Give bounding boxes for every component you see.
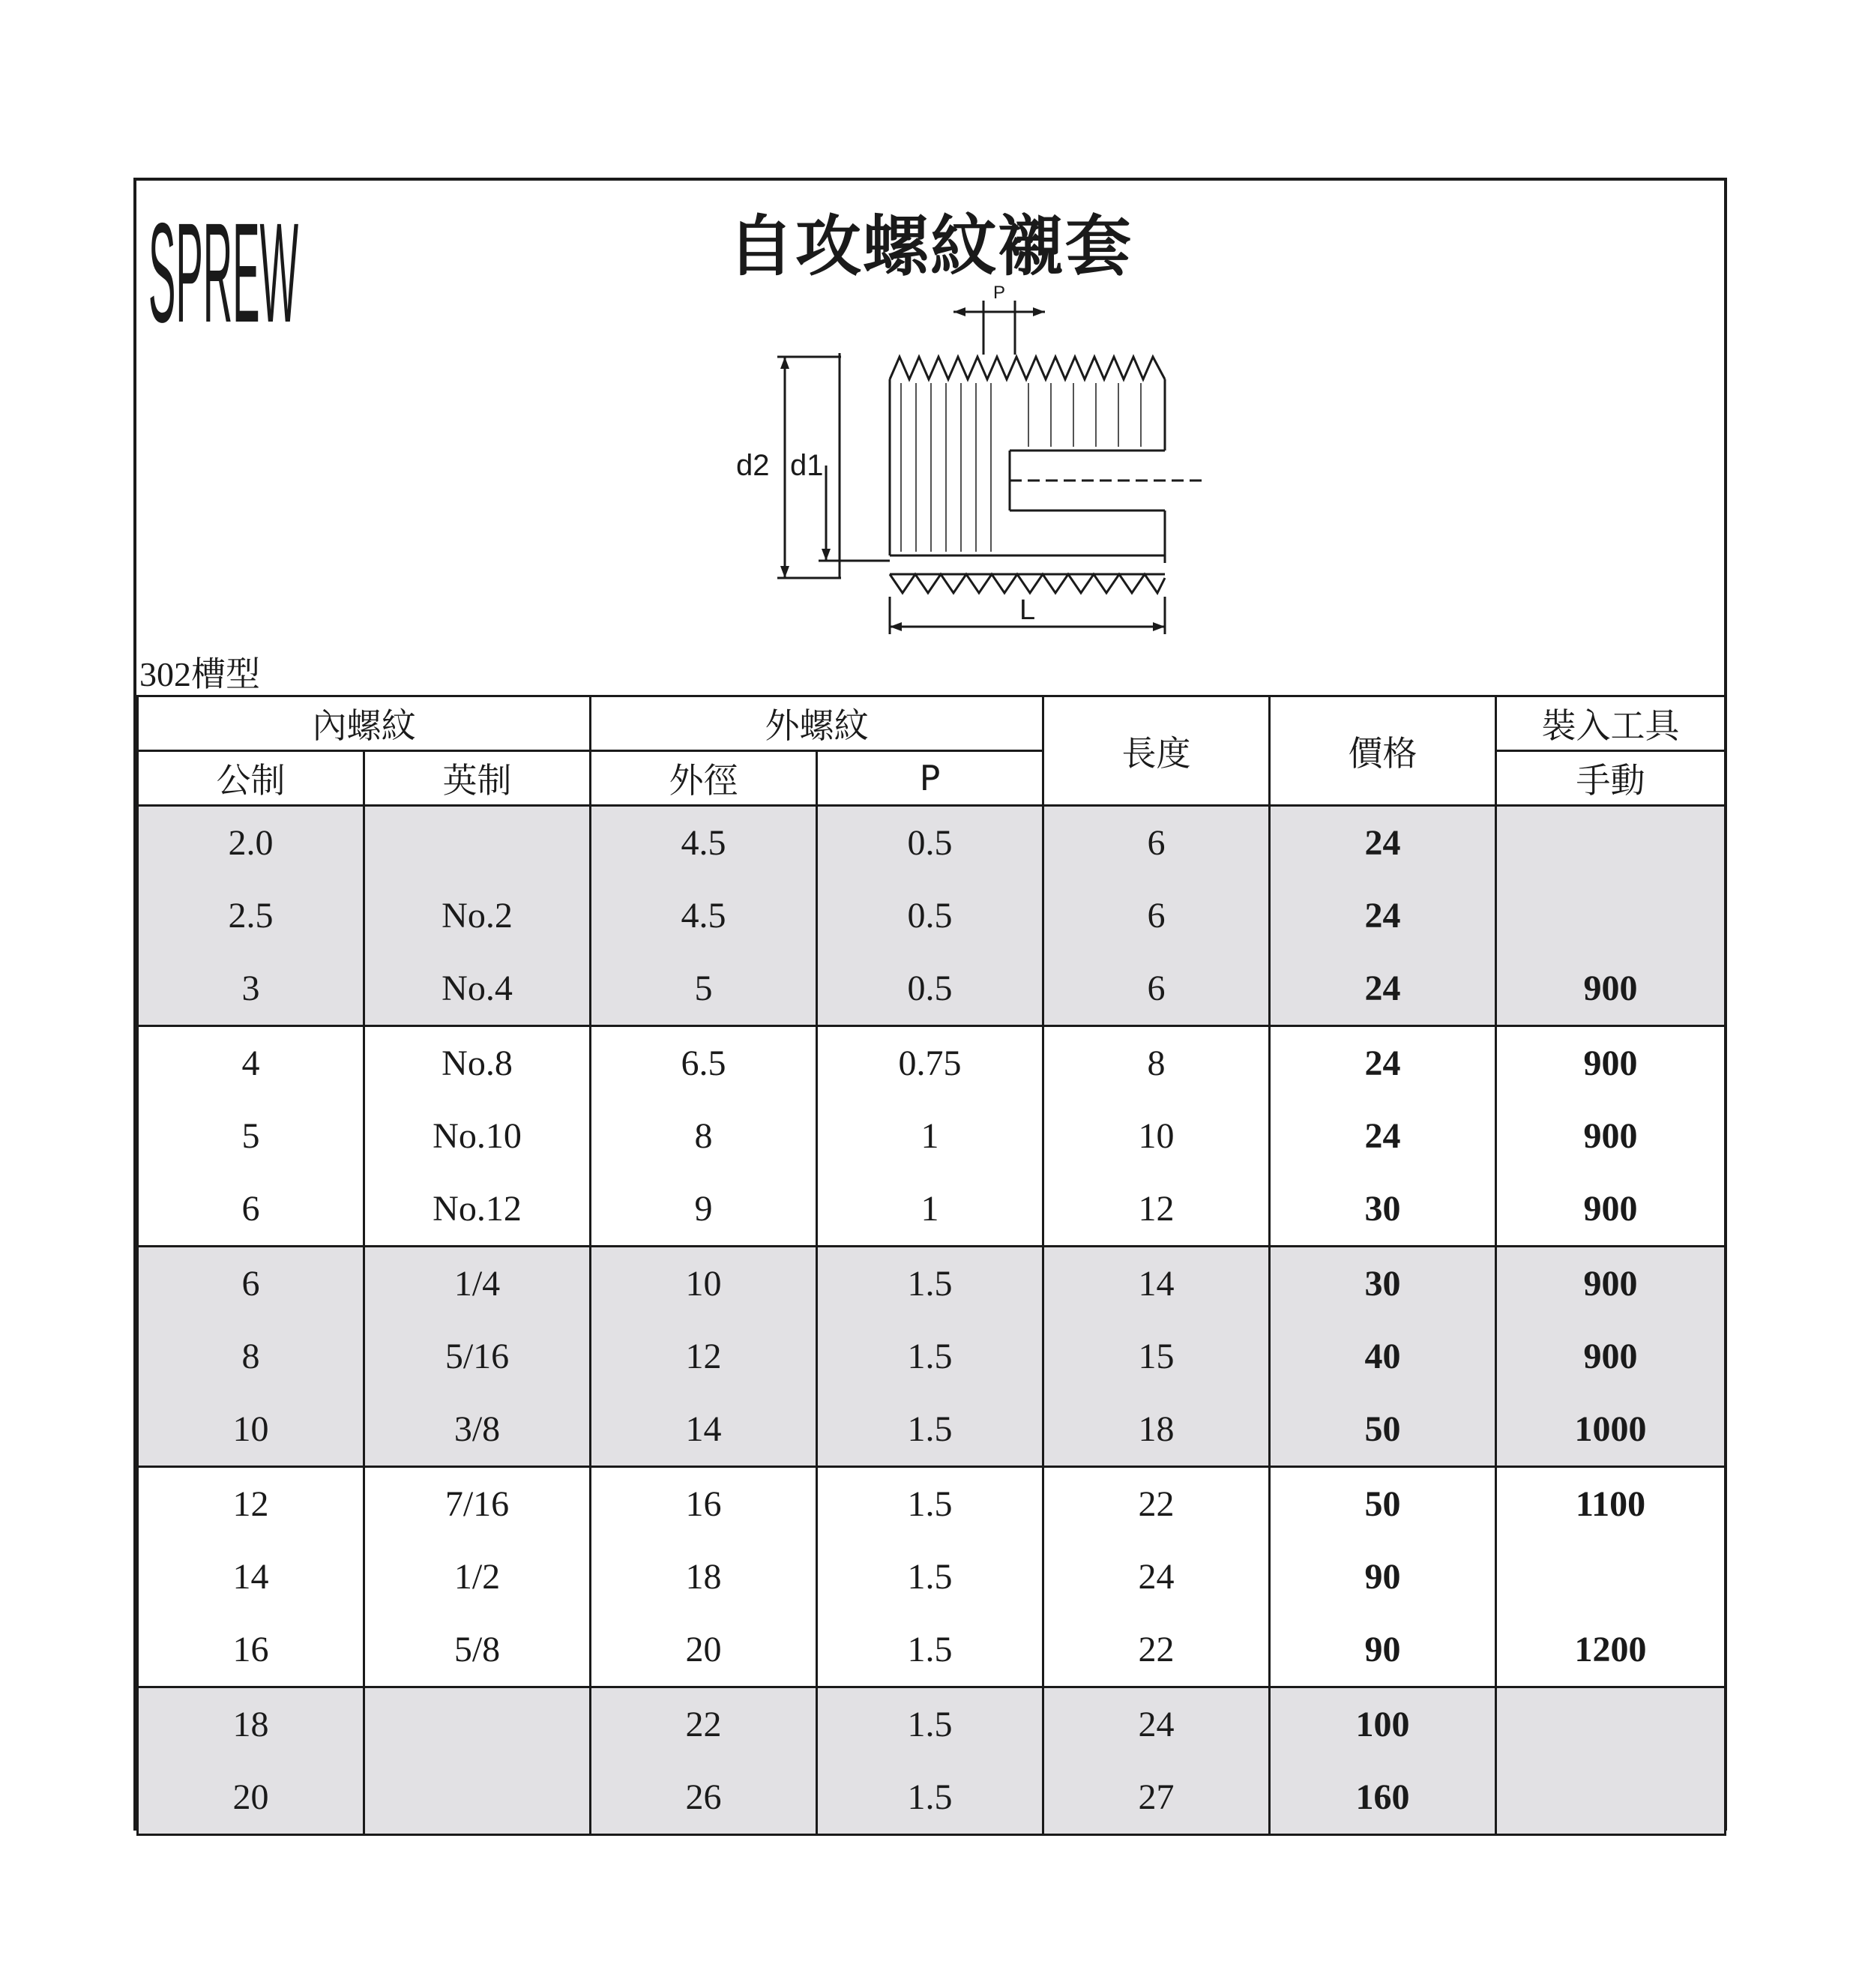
cell-outer-diameter: 4.5 bbox=[591, 879, 817, 952]
product-sheet bbox=[133, 178, 1727, 1831]
page-title: 自攻螺紋襯套 bbox=[727, 208, 1133, 285]
cell-metric: 2.0 bbox=[138, 806, 364, 880]
cell-tool bbox=[1496, 1540, 1726, 1613]
cell-tool: 900 bbox=[1496, 1100, 1726, 1172]
cell-length: 6 bbox=[1043, 879, 1270, 952]
cell-outer-diameter: 12 bbox=[591, 1320, 817, 1393]
cell-length: 18 bbox=[1043, 1393, 1270, 1467]
table-row bbox=[138, 1761, 1726, 1835]
cell-pitch: 1.5 bbox=[817, 1393, 1043, 1467]
table-row bbox=[138, 1100, 1726, 1172]
length-label: L bbox=[1019, 594, 1036, 626]
cell-pitch: 1 bbox=[817, 1100, 1043, 1172]
cell-outer-diameter: 18 bbox=[591, 1540, 817, 1613]
cell-length: 22 bbox=[1043, 1613, 1270, 1687]
cell-imperial: No.4 bbox=[364, 952, 591, 1026]
cell-outer-diameter: 9 bbox=[591, 1172, 817, 1247]
cell-pitch: 0.5 bbox=[817, 806, 1043, 880]
cell-price: 100 bbox=[1270, 1687, 1496, 1762]
model-subtitle: 302槽型 bbox=[139, 655, 260, 693]
cell-metric: 5 bbox=[138, 1100, 364, 1172]
cell-tool: 900 bbox=[1496, 1026, 1726, 1100]
cell-tool: 1100 bbox=[1496, 1467, 1726, 1541]
cell-imperial: No.8 bbox=[364, 1026, 591, 1100]
d2-label: d2 bbox=[736, 449, 770, 482]
header-install-tool: 裝入工具 bbox=[1496, 696, 1726, 751]
table-row bbox=[138, 1540, 1726, 1613]
cell-imperial bbox=[364, 1687, 591, 1762]
cell-imperial: 5/16 bbox=[364, 1320, 591, 1393]
table-row bbox=[138, 1613, 1726, 1687]
cell-metric: 3 bbox=[138, 952, 364, 1026]
cell-pitch: 1.5 bbox=[817, 1613, 1043, 1687]
cell-tool bbox=[1496, 1687, 1726, 1762]
header-external-thread: 外螺紋 bbox=[591, 696, 1043, 751]
cell-metric: 8 bbox=[138, 1320, 364, 1393]
cell-length: 15 bbox=[1043, 1320, 1270, 1393]
cell-metric: 4 bbox=[138, 1026, 364, 1100]
cell-tool: 900 bbox=[1496, 1320, 1726, 1393]
cell-metric: 6 bbox=[138, 1247, 364, 1321]
header-price: 價格 bbox=[1270, 696, 1496, 806]
cell-length: 6 bbox=[1043, 952, 1270, 1026]
cell-metric: 14 bbox=[138, 1540, 364, 1613]
cell-tool: 1000 bbox=[1496, 1393, 1726, 1467]
cell-imperial: No.10 bbox=[364, 1100, 591, 1172]
cell-tool: 1200 bbox=[1496, 1613, 1726, 1687]
cell-outer-diameter: 20 bbox=[591, 1613, 817, 1687]
cell-pitch: 0.5 bbox=[817, 879, 1043, 952]
cell-imperial: 1/2 bbox=[364, 1540, 591, 1613]
cell-tool: 900 bbox=[1496, 1172, 1726, 1247]
cell-price: 50 bbox=[1270, 1393, 1496, 1467]
cell-price: 160 bbox=[1270, 1761, 1496, 1835]
cell-price: 24 bbox=[1270, 806, 1496, 880]
cell-pitch: 1.5 bbox=[817, 1540, 1043, 1613]
header-length: 長度 bbox=[1043, 696, 1270, 806]
spec-table bbox=[136, 695, 1726, 1836]
cell-pitch: 0.75 bbox=[817, 1026, 1043, 1100]
cell-metric: 2.5 bbox=[138, 879, 364, 952]
cell-outer-diameter: 8 bbox=[591, 1100, 817, 1172]
cell-imperial: 7/16 bbox=[364, 1467, 591, 1541]
table-row bbox=[138, 1320, 1726, 1393]
cell-length: 24 bbox=[1043, 1687, 1270, 1762]
table-row bbox=[138, 1172, 1726, 1247]
cell-imperial: 5/8 bbox=[364, 1613, 591, 1687]
cell-tool bbox=[1496, 806, 1726, 880]
cell-price: 30 bbox=[1270, 1172, 1496, 1247]
cell-price: 30 bbox=[1270, 1247, 1496, 1321]
cell-outer-diameter: 26 bbox=[591, 1761, 817, 1835]
cell-pitch: 1.5 bbox=[817, 1467, 1043, 1541]
cell-imperial: 1/4 bbox=[364, 1247, 591, 1321]
cell-pitch: 0.5 bbox=[817, 952, 1043, 1026]
cell-tool bbox=[1496, 1761, 1726, 1835]
header-outer-diameter: 外徑 bbox=[591, 751, 817, 806]
cell-length: 6 bbox=[1043, 806, 1270, 880]
cell-length: 8 bbox=[1043, 1026, 1270, 1100]
cell-length: 24 bbox=[1043, 1540, 1270, 1613]
d1-label: d1 bbox=[790, 449, 824, 482]
cell-outer-diameter: 22 bbox=[591, 1687, 817, 1762]
cell-outer-diameter: 14 bbox=[591, 1393, 817, 1467]
cell-metric: 12 bbox=[138, 1467, 364, 1541]
cell-metric: 20 bbox=[138, 1761, 364, 1835]
table-row bbox=[138, 806, 1726, 880]
cell-metric: 6 bbox=[138, 1172, 364, 1247]
cell-pitch: 1.5 bbox=[817, 1320, 1043, 1393]
header-pitch: P bbox=[817, 751, 1043, 806]
header-internal-thread: 內螺紋 bbox=[138, 696, 591, 751]
cell-length: 10 bbox=[1043, 1100, 1270, 1172]
cell-pitch: 1.5 bbox=[817, 1687, 1043, 1762]
cell-outer-diameter: 6.5 bbox=[591, 1026, 817, 1100]
cell-outer-diameter: 4.5 bbox=[591, 806, 817, 880]
table-row bbox=[138, 1247, 1726, 1321]
brand-logo-text: SPREW bbox=[148, 193, 299, 334]
table-row bbox=[138, 1026, 1726, 1100]
table-row bbox=[138, 1393, 1726, 1467]
cell-imperial bbox=[364, 1761, 591, 1835]
header-metric: 公制 bbox=[138, 751, 364, 806]
cell-price: 24 bbox=[1270, 952, 1496, 1026]
cell-pitch: 1.5 bbox=[817, 1247, 1043, 1321]
cell-price: 24 bbox=[1270, 1100, 1496, 1172]
cell-price: 24 bbox=[1270, 879, 1496, 952]
cell-pitch: 1.5 bbox=[817, 1761, 1043, 1835]
cell-imperial: No.12 bbox=[364, 1172, 591, 1247]
cell-length: 27 bbox=[1043, 1761, 1270, 1835]
table-row bbox=[138, 879, 1726, 952]
cell-imperial: 3/8 bbox=[364, 1393, 591, 1467]
cell-imperial: No.2 bbox=[364, 879, 591, 952]
cell-imperial bbox=[364, 806, 591, 880]
cell-length: 14 bbox=[1043, 1247, 1270, 1321]
header-imperial: 英制 bbox=[364, 751, 591, 806]
cell-metric: 16 bbox=[138, 1613, 364, 1687]
cell-length: 22 bbox=[1043, 1467, 1270, 1541]
cell-price: 90 bbox=[1270, 1540, 1496, 1613]
table-row bbox=[138, 1467, 1726, 1541]
cell-length: 12 bbox=[1043, 1172, 1270, 1247]
cell-price: 24 bbox=[1270, 1026, 1496, 1100]
cell-metric: 10 bbox=[138, 1393, 364, 1467]
pitch-label: P bbox=[993, 283, 1006, 303]
table-row bbox=[138, 1687, 1726, 1762]
cell-price: 40 bbox=[1270, 1320, 1496, 1393]
cell-outer-diameter: 10 bbox=[591, 1247, 817, 1321]
cell-tool bbox=[1496, 879, 1726, 952]
cell-tool: 900 bbox=[1496, 1247, 1726, 1321]
cell-outer-diameter: 16 bbox=[591, 1467, 817, 1541]
table-row bbox=[138, 952, 1726, 1026]
cell-tool: 900 bbox=[1496, 952, 1726, 1026]
header-manual: 手動 bbox=[1496, 751, 1726, 806]
cell-pitch: 1 bbox=[817, 1172, 1043, 1247]
cell-price: 90 bbox=[1270, 1613, 1496, 1687]
cell-metric: 18 bbox=[138, 1687, 364, 1762]
cell-price: 50 bbox=[1270, 1467, 1496, 1541]
cell-outer-diameter: 5 bbox=[591, 952, 817, 1026]
